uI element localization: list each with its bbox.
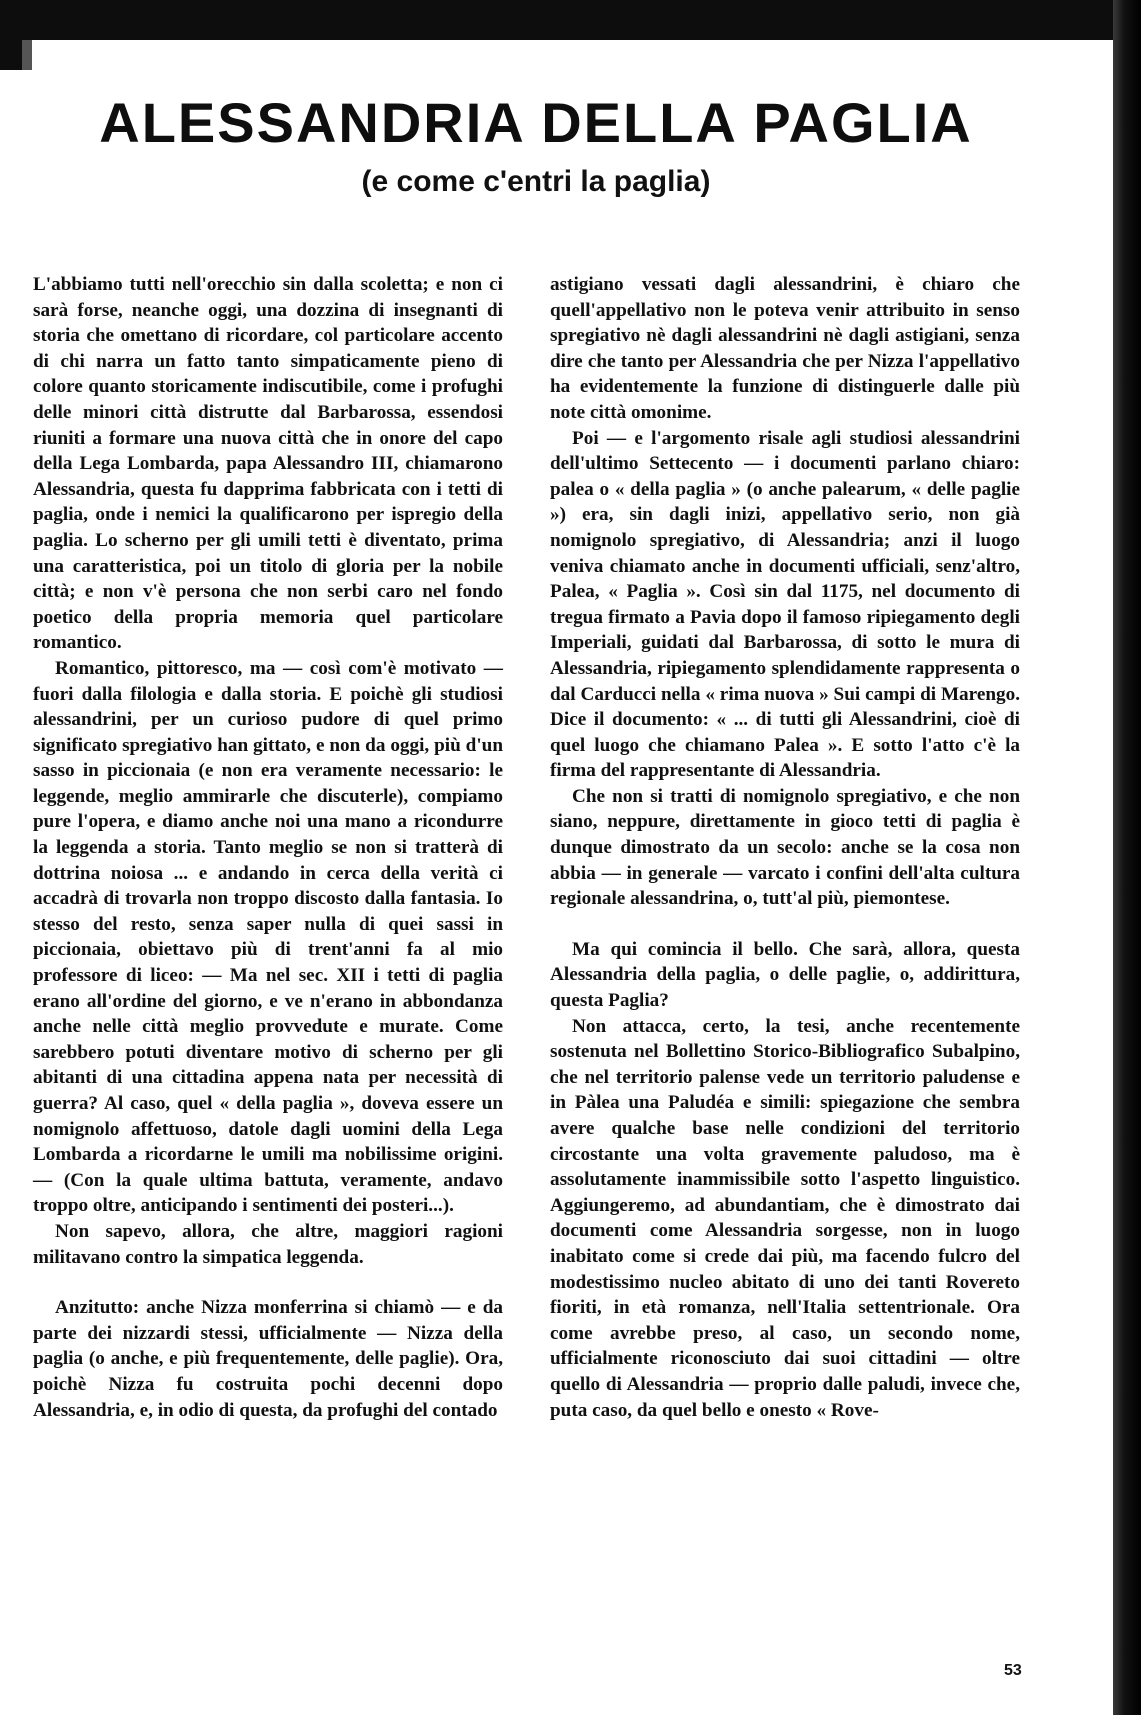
paragraph: Che non si tratti di nomignolo spregiativo, e che non siano, neppure, direttamente in gioco tetti di paglia è dunque dimostrato da un secolo: anche se la cosa non abbia — in generale — varcato i confini dell'alta cultura regionale alessandrina, o, tutt'al più, piemontese. xyxy=(550,785,1020,910)
paragraph: Anzitutto: anche Nizza monferrina si chiamò — e da parte dei nizzardi stessi, ufficialmente — Nizza della paglia (o anche, e più frequentemente, delle paglie). Ora, poichè Nizza fu costruita pochi decenni dopo Alessandria, e, in odio di questa, da profughi del contado xyxy=(33,1297,503,1421)
paragraph: L'abbiamo tutti nell'orecchio sin dalla scoletta; e non ci sarà forse, neanche oggi, una dozzina di insegnanti di storia che omettano di ricordare, col particolare accento di chi narra un fatto tanto simpaticamente pieno di colore quanto storicamente indiscutibile, come i profughi delle minori città distrutte dal Barbarossa, essendosi riuniti a formare una nuova città che in onore del capo della Lega Lombarda, papa Alessandro III, chiamarono Alessandria, questa fu dapprima fabbricata con i tetti di paglia, onde i nemici la qualificarono per ispregio della paglia. Lo scherno per gli umili tetti è diventato, prima una caratteristica, poi un titolo di gloria per la nobile città; e non v'è persona che non serbi caro nel fondo poetico della propria memoria quel particolare romantico. xyxy=(33,274,503,654)
paragraph: Poi — e l'argomento risale agli studiosi alessandrini dell'ultimo Settecento — i documenti parlano chiaro: palea o « della paglia » (o anche palearum, « delle paglie ») era, sin dagli inizi, appellativo serio, non già nomignolo spregiativo, di Alessandria; anzi il luogo veniva chiamato anche in documenti ufficiali, senz'altro, Palea, « Paglia ». Così sin dal 1175, nel documento di tregua firmato a Pavia dopo il famoso ripiegamento degli Imperiali, guidati dal Barbarossa, di sotto le mura di Alessandria, ripiegamento splendidamente rappresenta o dal Carducci nella « rima nuova » Sui campi di Marengo. Dice il documento: « ... di tutti gli Alessandrini, cioè di quel luogo che chiamano Palea ». E sotto l'atto c'è la firma del rappresentante di Alessandria. xyxy=(550,427,1020,782)
article-subtitle: (e come c'entri la paglia) xyxy=(361,165,711,198)
scan-border-top xyxy=(0,0,1141,40)
right-column xyxy=(550,272,1020,1423)
paragraph: Non attacca, certo, la tesi, anche recentemente sostenuta nel Bollettino Storico-Bibliografico Subalpino, che nel territorio palense vede un territorio paludense e in Pàlea una Paludéa e simili: spiegazione che sembra avere qualche base nelle condizioni del territorio circostante una volta gravemente paludoso, ma è assolutamente inammissibile sotto l'aspetto linguistico. Aggiungeremo, ad abundantiam, che è dimostrato dai documenti come Alessandria sorgesse, non in luogo inabitato come si crede dai più, ma facendo fulcro del modestissimo nucleo abitato di uno dei tanti Rovereto fioriti, in età romanza, nell'Italia settentrionale. Ora come avrebbe preso, al caso, un secondo nome, ufficialmente riconosciuto dai suoi cittadini — oltre quello di Alessandria — proprio dalle paludi, invece che, puta caso, da quel bello e onesto « Rove- xyxy=(550,1015,1020,1421)
paragraph: astigiano vessati dagli alessandrini, è chiaro che quell'appellativo non le poteva venir attribuito in senso spregiativo nè dagli alessandrini nè dagli astigiani, senza dire che tanto per Alessandria che per Nizza l'appellativo ha evidentemente la funzione di distinguerle dalle più note città omonime. xyxy=(550,274,1020,423)
scan-border-right xyxy=(1113,0,1141,1715)
left-column xyxy=(33,272,503,1423)
article-title: ALESSANDRIA DELLA PAGLIA xyxy=(99,91,973,154)
paragraph: Romantico, pittoresco, ma — così com'è motivato — fuori dalla filologia e dalla storia. E poichè gli studiosi alessandrini, per un curioso pudore di quel primo significato spregiativo han gittato, e non da oggi, più d'un sasso in piccionaia (e non era veramente necessario: le leggende, meglio ammirarle che discuterle), compiamo pure l'opera, e diamo anche noi una mano a ricondurre la leggenda a storia. Tanto meglio se non si tratterà di dottrina noiosa ... e andando in cerca della verità ci accadrà di trovarla non troppo discosto dalla fantasia. Io stesso del resto, senza saper nulla di quei sassi in piccionaia, obiettavo più di trent'anni fa al mio professore di liceo: — Ma nel sec. XII i tetti di paglia erano all'ordine del giorno, e ve n'erano in abbondanza anche nelle città meglio provvedute e murate. Come sarebbero potuti diventare motivo di scherno per gli abitanti di una cittadina appena nata per necessità di guerra? Al caso, quel « della paglia », doveva essere un nomignolo affettuoso, datole dagli uomini della Lega Lombarda a ricordarne le umili ma nobilissime origini. — (Con la quale ultima battuta, veramente, andavo troppo oltre, anticipando i sentimenti dei posteri...). xyxy=(33,657,503,1217)
page-number: 53 xyxy=(1004,1662,1022,1679)
scan-shadow xyxy=(22,40,32,70)
paragraph: Non sapevo, allora, che altre, maggiori ragioni militavano contro la simpatica leggenda. xyxy=(33,1220,503,1268)
paragraph: Ma qui comincia il bello. Che sarà, allora, questa Alessandria della paglia, o delle paglie, o, addirittura, questa Paglia? xyxy=(550,938,1020,1012)
scan-border-left xyxy=(0,0,22,70)
